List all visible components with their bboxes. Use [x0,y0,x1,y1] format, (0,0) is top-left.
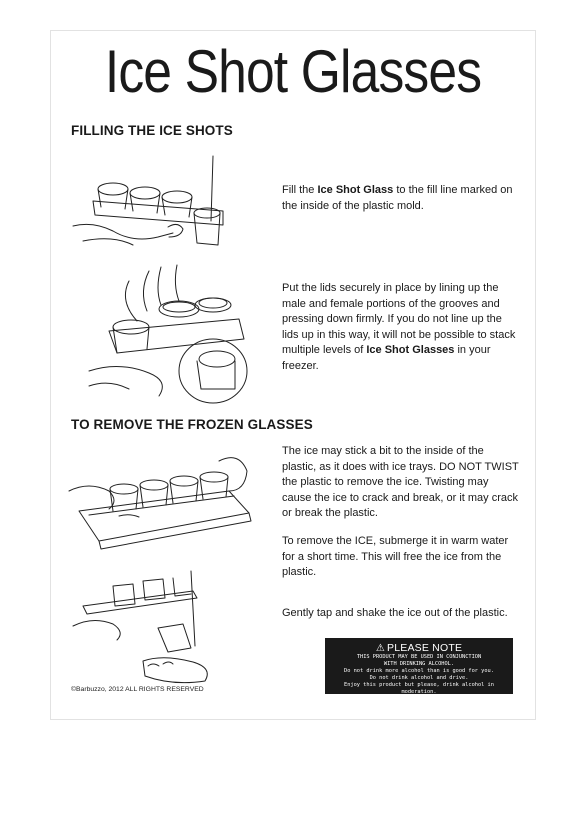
fill-mold-illustration [73,151,243,246]
step-tap-text: Gently tap and shake the ice out of the plastic. [282,607,508,619]
note-title: ⚠ PLEASE NOTE [375,642,463,654]
step-warm-water-text: To remove the ICE, submerge it in warm water for a short time. This will free the ice from the plastic. [282,535,509,578]
note-line: Do not drink more alcohol than is good for you. [344,668,494,674]
instruction-sheet [50,30,536,720]
note-line: THIS PRODUCT MAY BE USED IN CONJUNCTION [356,654,482,660]
section-heading-removing: TO REMOVE THE FROZEN GLASSES [71,417,313,432]
product-name-bold: Ice Shot Glass [317,184,394,196]
water-tray-illustration [69,451,254,556]
page-title: Ice Shot Glasses [104,38,482,105]
product-name-bold: Ice Shot Glasses [366,344,455,356]
please-note-box [325,638,513,694]
step-lids-text: Put the lids securely in place by lining up the male and female portions of the grooves and pressing down firmly. If you do not line up the lids up in this way, it will not be possible to stack multiple levels of Ice Shot Glasses in your freezer. [282,282,516,372]
note-line: Enjoy this product but please, drink alcohol in moderation. [344,682,494,695]
note-line: WITH DRINKING ALCOHOL. [383,661,455,667]
step-no-twist-text: The ice may stick a bit to the inside of the plastic, as it does with ice trays. DO NOT TWIST the plastic to remove the ice. Twisting may cause the ice to crack and break, or it may crack or break the plastic. [282,445,519,519]
step-fill-text: Fill the Ice Shot Glass to the fill line marked on the inside of the plastic mold. [282,184,513,212]
warning-triangle-icon: ⚠ [375,643,385,654]
section-heading-filling: FILLING THE ICE SHOTS [71,123,233,138]
attach-lids-illustration [89,261,264,406]
note-line: Do not drink alcohol and drive. [369,675,469,681]
tap-out-illustration [73,566,223,686]
copyright-notice: ©Barbuzzo, 2012 ALL RIGHTS RESERVED [71,686,204,693]
